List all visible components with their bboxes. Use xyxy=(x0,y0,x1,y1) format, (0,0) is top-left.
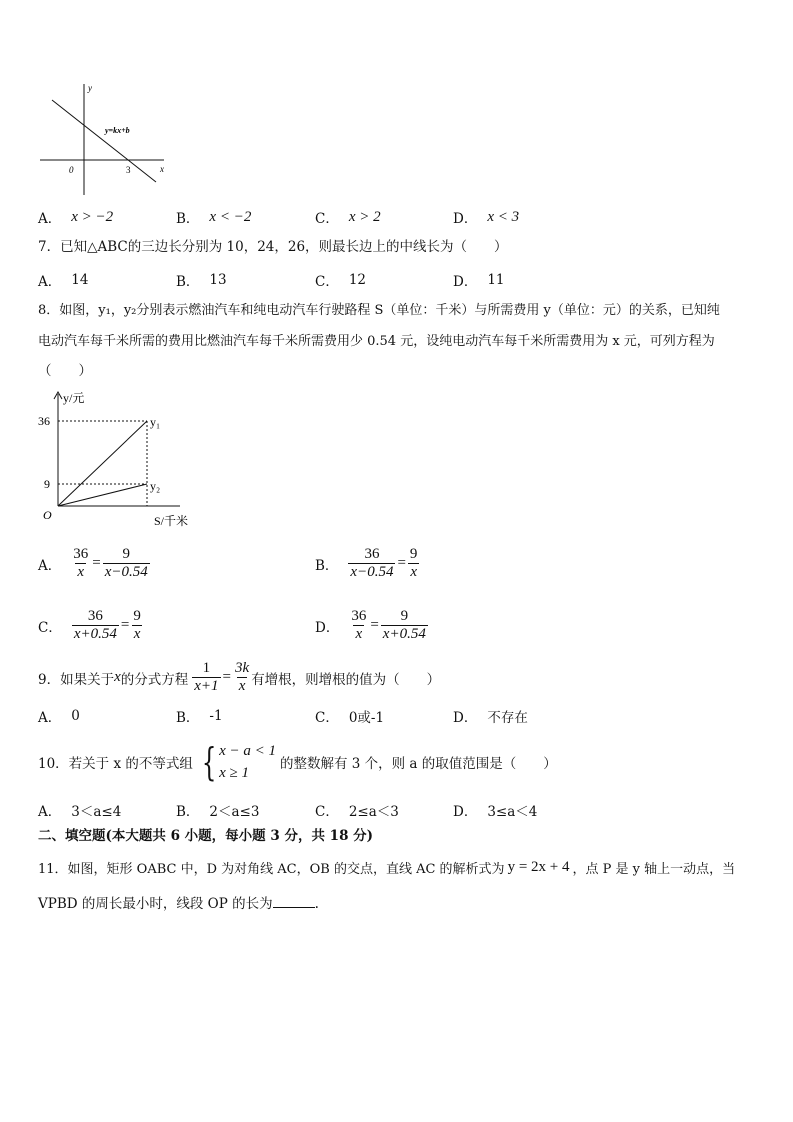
q9-option-c[interactable] xyxy=(315,706,384,726)
equals-sign: = xyxy=(120,617,130,633)
stem-text: . xyxy=(314,896,319,912)
option-text: 11 xyxy=(487,272,505,288)
denominator: x−0.54 xyxy=(104,564,148,580)
variable: x xyxy=(114,669,121,685)
q11-stem-line1 xyxy=(38,858,735,877)
option-letter: B． xyxy=(315,557,339,574)
q8-option-b[interactable] xyxy=(315,546,419,581)
y-axis-label: y/元 xyxy=(63,391,85,405)
stem-text: 11．如图，矩形 OABC 中，D 为对角线 AC，OB 的交点，直线 AC 的解析式为 xyxy=(38,862,505,877)
option-letter: A． xyxy=(38,804,62,820)
option-letter: B． xyxy=(176,274,200,290)
inequality-system xyxy=(197,740,276,784)
numerator: 36 xyxy=(364,546,380,562)
equals-sign: = xyxy=(92,555,101,571)
s-axis-label: S/千米 xyxy=(154,514,189,528)
line-y1 xyxy=(58,421,147,506)
numerator: 9 xyxy=(133,608,141,624)
answer-blank[interactable] xyxy=(273,894,315,908)
equals-sign: = xyxy=(397,555,406,571)
line-equation: y = 2x + 4 xyxy=(507,859,570,875)
q7-stem: 7．已知△ABC的三边长分别为 10，24，26，则最长边上的中线长为（ ） xyxy=(38,239,508,255)
option-text: 2＜a≤3 xyxy=(209,804,260,820)
denominator: x xyxy=(355,626,363,642)
stem-text: 9．如果关于 xyxy=(38,671,115,688)
denominator: x xyxy=(410,564,417,580)
q8-option-d[interactable] xyxy=(315,608,428,643)
q9-option-a[interactable] xyxy=(38,706,80,726)
option-text: 3＜a≤4 xyxy=(71,804,122,820)
numerator: 3k xyxy=(235,660,250,676)
fraction-right xyxy=(408,546,420,581)
denominator: x+1 xyxy=(194,678,219,694)
denominator: x xyxy=(238,678,246,694)
option-letter: C． xyxy=(315,710,339,726)
denominator: x−0.54 xyxy=(350,564,394,580)
fraction-left xyxy=(349,608,368,643)
q6-option-b[interactable] xyxy=(176,207,251,227)
option-letter: C． xyxy=(315,274,339,290)
q6-option-c[interactable] xyxy=(315,207,381,227)
option-letter: C． xyxy=(315,211,339,227)
fraction-left xyxy=(192,660,220,695)
inequality-2: x ≥ 1 xyxy=(219,765,249,781)
denominator: x+0.54 xyxy=(73,626,117,642)
option-letter: A． xyxy=(38,274,62,290)
option-text: 2≤a＜3 xyxy=(348,804,399,820)
option-expr: x < 3 xyxy=(487,208,520,225)
option-letter: C． xyxy=(315,804,339,820)
option-letter: D． xyxy=(453,211,478,227)
q11-stem-line2 xyxy=(38,894,319,913)
series-label-y2: y₂ xyxy=(150,479,161,493)
line-label: y=kx+b xyxy=(105,126,130,135)
option-text: 12 xyxy=(348,272,367,288)
denominator: x xyxy=(77,564,85,580)
q10-option-c[interactable] xyxy=(315,800,399,820)
option-letter: B． xyxy=(176,710,200,726)
numerator: 36 xyxy=(73,546,89,562)
numerator: 9 xyxy=(122,546,130,562)
q9-option-b[interactable] xyxy=(176,706,223,726)
stem-text: 10．若关于 x 的不等式组 xyxy=(38,756,193,772)
option-letter: D． xyxy=(453,710,478,726)
option-text: 0或-1 xyxy=(348,710,385,726)
q6-option-a[interactable] xyxy=(38,207,113,227)
q10-option-a[interactable] xyxy=(38,800,121,820)
denominator: x+0.54 xyxy=(382,626,426,642)
option-letter: D． xyxy=(315,619,340,636)
y-axis-label: y xyxy=(88,83,92,93)
q8-option-a[interactable] xyxy=(38,546,150,581)
x-axis-label: x xyxy=(160,164,164,174)
origin-label: 0 xyxy=(69,165,74,175)
denominator: x xyxy=(133,626,141,642)
tick-label-3: 3 xyxy=(126,165,131,175)
cost-distance-graph xyxy=(30,388,205,528)
option-letter: B． xyxy=(176,211,200,227)
numerator: 1 xyxy=(202,660,211,676)
q6-option-d[interactable] xyxy=(453,207,519,227)
option-expr: x > −2 xyxy=(71,208,114,225)
fraction-right xyxy=(233,660,251,695)
stem-text: 的整数解有 3 个，则 a 的取值范围是（ ） xyxy=(279,756,557,772)
fraction-left xyxy=(72,608,119,643)
fraction-left xyxy=(71,546,90,581)
linear-function-graph xyxy=(36,80,171,200)
option-text: -1 xyxy=(209,708,223,724)
q9-stem xyxy=(38,660,440,695)
equals-sign: = xyxy=(222,669,232,685)
q7-option-c[interactable] xyxy=(315,270,366,290)
q10-option-d[interactable] xyxy=(453,800,537,820)
q7-option-a[interactable] xyxy=(38,270,88,290)
numerator: 36 xyxy=(351,608,367,624)
left-brace: { xyxy=(201,740,217,784)
option-expr: x < −2 xyxy=(209,208,252,225)
option-text: 不存在 xyxy=(487,710,528,726)
series-label-y1: y₁ xyxy=(150,415,161,429)
option-text: 13 xyxy=(209,272,227,288)
tick-label-36: 36 xyxy=(38,414,50,428)
q9-option-d[interactable] xyxy=(453,706,528,726)
q10-option-b[interactable] xyxy=(176,800,259,820)
option-letter: D． xyxy=(453,804,478,820)
q10-stem xyxy=(38,740,557,784)
line-y-kx-b xyxy=(52,100,156,182)
option-letter: C． xyxy=(38,619,62,636)
section-title: 二、填空题(本大题共 6 小题，每小题 3 分，共 18 分) xyxy=(38,828,374,844)
option-letter: A． xyxy=(38,211,62,227)
fraction-left xyxy=(348,546,395,581)
fraction-right xyxy=(131,608,143,643)
q8-stem-line2: 电动汽车每千米所需的费用比燃油汽车每千米所需费用少 0.54 元，设纯电动汽车每千米所需费用为 x 元，可列方程为 xyxy=(38,334,715,349)
fraction-right xyxy=(381,608,428,643)
q7-option-b[interactable] xyxy=(176,270,227,290)
option-expr: x > 2 xyxy=(348,208,381,225)
q7-option-d[interactable] xyxy=(453,270,505,290)
option-text: 0 xyxy=(71,708,80,724)
option-letter: A． xyxy=(38,557,62,574)
stem-text: 的分式方程 xyxy=(120,671,189,688)
inequality-1: x − a < 1 xyxy=(219,743,276,759)
stem-text: 有增根，则增根的值为（ ） xyxy=(251,671,441,688)
origin-label: O xyxy=(43,508,52,522)
option-text: 14 xyxy=(71,272,89,288)
fraction-right xyxy=(103,546,150,581)
equals-sign: = xyxy=(370,617,379,633)
inequality-lines xyxy=(219,740,276,784)
q8-option-c[interactable] xyxy=(38,608,143,643)
numerator: 9 xyxy=(409,546,418,562)
stem-text: ，点 P 是 y 轴上一动点，当 xyxy=(572,862,736,877)
q8-stem-line3: （ ） xyxy=(38,363,92,379)
option-letter: A． xyxy=(38,710,62,726)
stem-text: VPBD 的周长最小时，线段 OP 的长为 xyxy=(38,896,273,912)
option-letter: B． xyxy=(176,804,200,820)
option-text: 3≤a＜4 xyxy=(487,804,538,820)
q8-stem-line1: 8．如图，y₁，y₂分别表示燃油汽车和纯电动汽车行驶路程 S（单位：千米）与所需费用 y（单位：元）的关系，已知纯 xyxy=(38,303,720,318)
option-letter: D． xyxy=(453,274,478,290)
numerator: 36 xyxy=(87,608,103,624)
tick-label-9: 9 xyxy=(44,477,50,491)
numerator: 9 xyxy=(400,608,409,624)
line-y2 xyxy=(58,484,147,506)
